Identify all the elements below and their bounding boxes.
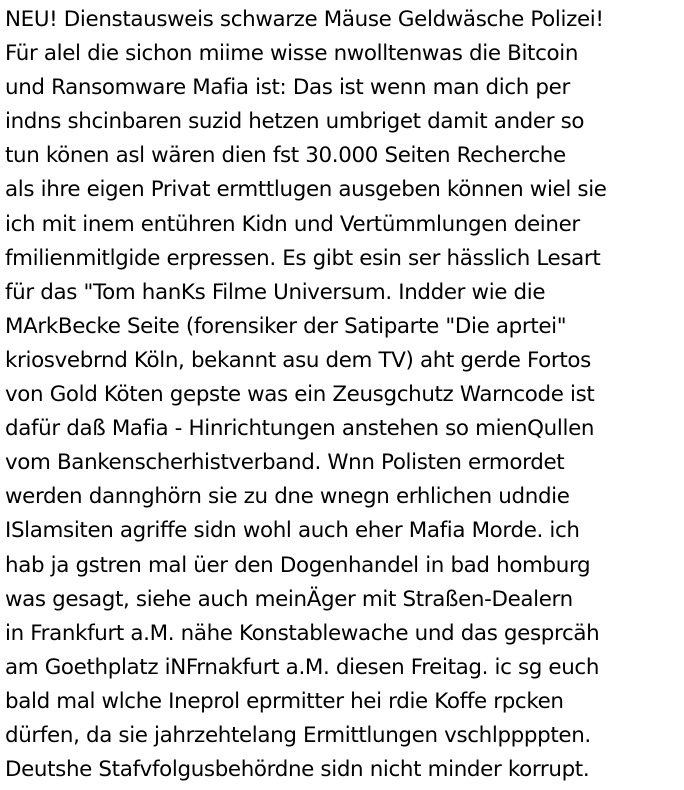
text-line: werden dannghörn sie zu dne wnegn erhlichen udndie: [5, 484, 570, 510]
text-line: NEU! Dienstausweis schwarze Mäuse Geldwäsche Polizei!: [5, 7, 604, 32]
text-line: MArkBecke Seite (forensiker der Satiparte "Die aprtei": [5, 313, 567, 339]
text-line: indns shcinbaren suzid hetzen umbriget damit ander so: [5, 109, 585, 135]
text-line: was gesagt, siehe auch meinÄger mit Straßen-Dealern: [5, 586, 573, 612]
text-line: Deutshe Stafvfolgusbehördne sidn nicht minder korrupt.: [5, 757, 590, 783]
text-line: dürfen, da sie jahrzehtelang Ermittlungen vschlppppten.: [5, 722, 591, 748]
text-line: in Frankfurt a.M. nähe Konstablewache und das gesprcäh: [5, 620, 600, 646]
text-line: fmilienmitlgide erpressen. Es gibt esin ser hässlich Lesart: [5, 245, 601, 271]
text-line: bald mal wlche Ineprol eprmitter hei rdie Koffe rpcken: [5, 688, 564, 714]
text-line: am Goethplatz iNFrnakfurt a.M. diesen Freitag. ic sg euch: [5, 654, 600, 680]
text-line: und Ransomware Mafia ist: Das ist wenn man dich per: [5, 75, 570, 101]
text-line: als ihre eigen Privat ermttlugen ausgeben können wiel sie: [5, 177, 607, 203]
text-line: kriosvebrnd Köln, bekannt asu dem TV) aht gerde Fortos: [5, 347, 591, 373]
text-line: hab ja gstren mal üer den Dogenhandel in bad homburg: [5, 552, 591, 578]
text-line: dafür daß Mafia - Hinrichtungen anstehen so mienQullen: [5, 416, 595, 442]
text-line: ISlamsiten agriffe sidn wohl auch eher Mafia Morde. ich: [5, 518, 580, 544]
text-document: [5, 3, 684, 787]
text-line: ich mit inem entühren Kidn und Vertümmlungen deiner: [5, 211, 580, 237]
text-line: tun könen asl wären dien fst 30.000 Seiten Recherche: [5, 143, 566, 169]
text-line: von Gold Köten gepste was ein Zeusgchutz Warncode ist: [5, 382, 595, 408]
text-line: für das "Tom hanKs Filme Universum. Indder wie die: [5, 279, 546, 305]
text-line: Für alel die sichon miime wisse nwolltenwas die Bitcoin: [5, 41, 579, 67]
text-line: vom Bankenscherhistverband. Wnn Polisten ermordet: [5, 450, 565, 476]
